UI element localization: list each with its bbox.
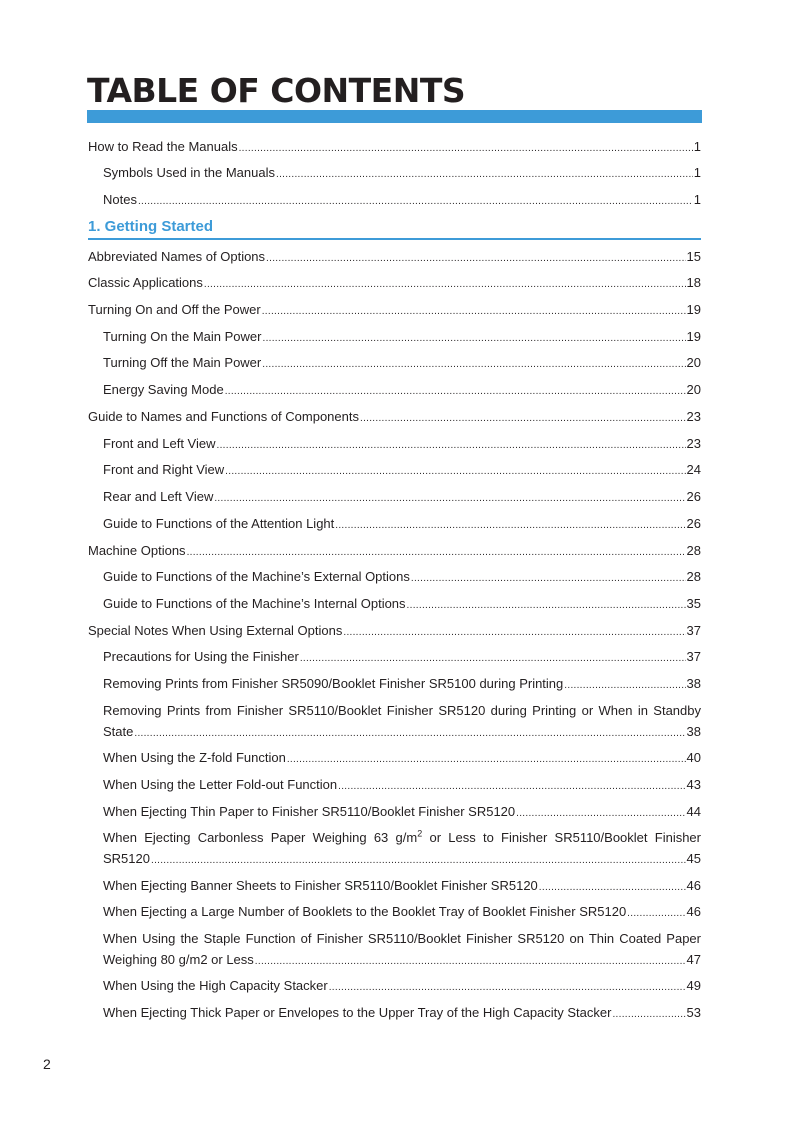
toc-entry[interactable] xyxy=(103,976,701,998)
toc-entry-page: 1 xyxy=(693,192,701,207)
toc-entry[interactable] xyxy=(103,434,701,456)
chapter-rule xyxy=(88,238,701,240)
toc-leader xyxy=(262,327,685,349)
toc-entry-page: 35 xyxy=(686,596,701,611)
toc-entry[interactable] xyxy=(88,273,701,295)
toc-entry-text: Guide to Functions of the Machine’s Internal Options xyxy=(103,596,406,611)
toc-leader xyxy=(539,876,686,898)
toc-leader xyxy=(204,273,686,295)
toc-entry-text: Notes xyxy=(103,192,137,207)
toc-leader xyxy=(239,137,693,159)
toc-entry[interactable] xyxy=(88,247,701,269)
toc-entry[interactable] xyxy=(103,327,701,349)
toc-entry[interactable] xyxy=(103,1003,701,1025)
toc-leader xyxy=(411,567,686,589)
toc-entry-text: Front and Left View xyxy=(103,436,216,451)
toc-entry-text: Turning Off the Main Power xyxy=(103,355,262,370)
toc-entry-text: When Using the Z-fold Function xyxy=(103,750,286,765)
toc-entry-text: When Ejecting Carbonless Paper Weighing 63 $g/m^2$ or Less to Finisher SR5110/Booklet Finisher xyxy=(103,828,701,845)
toc-entry-page: 38 xyxy=(686,723,701,739)
toc-leader xyxy=(564,674,685,696)
toc-entry-page: 46 xyxy=(686,878,701,893)
toc-entry-text: Rear and Left View xyxy=(103,489,214,504)
toc-entry-text: Guide to Functions of the Machine’s External Options xyxy=(103,569,410,584)
toc-entry-page: 1 xyxy=(693,165,701,180)
toc-entry-page: 37 xyxy=(686,649,701,664)
toc-entry-text: When Using the Letter Fold-out Function xyxy=(103,777,338,792)
toc-leader xyxy=(187,541,686,563)
toc-entry-text: Removing Prints from Finisher SR5110/Booklet Finisher SR5120 during Printing or When in Standby xyxy=(103,703,701,718)
toc-entry-text: Turning On and Off the Power xyxy=(88,302,261,317)
toc-entry[interactable] xyxy=(103,460,701,482)
toc-entry-page: 26 xyxy=(686,489,701,504)
toc-entry-page: 20 xyxy=(686,355,701,370)
toc-entry-text: Removing Prints from Finisher SR5090/Booklet Finisher SR5100 during Printing xyxy=(103,676,564,691)
toc-entry-text: When Ejecting Thin Paper to Finisher SR5110/Booklet Finisher SR5120 xyxy=(103,804,516,819)
toc-entry-page: 26 xyxy=(686,516,701,531)
toc-entry-text: Energy Saving Mode xyxy=(103,382,224,397)
toc-entry-text: How to Read the Manuals xyxy=(88,139,238,154)
toc-leader xyxy=(335,514,685,536)
toc-entry-page: 49 xyxy=(686,978,701,993)
toc-entry[interactable] xyxy=(88,300,701,322)
toc-entry[interactable] xyxy=(103,487,701,509)
toc-entry-page: 38 xyxy=(686,676,701,691)
toc-entry[interactable] xyxy=(103,802,701,824)
toc-entry-text: Guide to Names and Functions of Components xyxy=(88,409,359,424)
toc-leader xyxy=(262,300,686,322)
toc-entry-text-continued: State xyxy=(103,723,134,739)
toc-entry-page: 47 xyxy=(686,951,701,967)
toc-entry[interactable] xyxy=(103,902,701,924)
toc-leader xyxy=(225,380,686,402)
toc-leader xyxy=(300,647,686,669)
toc-entry-text: When Using the Staple Function of Finisher SR5110/Booklet Finisher SR5120 on Thin Coated Paper xyxy=(103,931,701,946)
toc-entry[interactable] xyxy=(103,775,701,797)
toc-entry-page: 1 xyxy=(693,139,701,154)
toc-leader xyxy=(255,950,686,973)
toc-entry-text: Symbols Used in the Manuals xyxy=(103,165,275,180)
toc-entry-multiline[interactable] xyxy=(103,701,701,744)
title-bar xyxy=(87,110,702,123)
toc-leader xyxy=(276,163,693,185)
toc-entry-text-continued: SR5120 xyxy=(103,850,150,866)
toc-entry-page: 24 xyxy=(686,462,701,477)
toc-entry-text: Guide to Functions of the Attention Light xyxy=(103,516,335,531)
toc-entry-text: When Ejecting a Large Number of Booklets to the Booklet Tray of Booklet Finisher SR5120 xyxy=(103,904,627,919)
toc-entry-page: 20 xyxy=(686,382,701,397)
toc-entry[interactable] xyxy=(88,137,701,159)
toc-entry-page: 15 xyxy=(686,249,701,264)
toc-entry[interactable] xyxy=(103,514,701,536)
toc-entry[interactable] xyxy=(103,876,701,898)
toc-leader xyxy=(262,353,685,375)
toc-entry-page: 28 xyxy=(686,569,701,584)
toc-leader xyxy=(287,748,686,770)
toc-leader xyxy=(134,722,685,745)
toc-entry[interactable] xyxy=(103,190,701,212)
toc-leader xyxy=(214,487,685,509)
toc-leader xyxy=(407,594,686,616)
toc-entry[interactable] xyxy=(103,353,701,375)
toc-entry-text: Precautions for Using the Finisher xyxy=(103,649,299,664)
toc-entry-page: 19 xyxy=(686,302,701,317)
toc-entry-page: 53 xyxy=(686,1005,701,1020)
toc-entry[interactable] xyxy=(103,567,701,589)
toc-entry-page: 37 xyxy=(686,623,701,638)
toc-entry[interactable] xyxy=(88,407,701,429)
toc-entry-text: Turning On the Main Power xyxy=(103,329,262,344)
toc-leader xyxy=(360,407,686,429)
toc-entry-multiline[interactable] xyxy=(103,828,701,871)
toc-entry-text: Classic Applications xyxy=(88,275,203,290)
toc-entry-page: 46 xyxy=(686,904,701,919)
toc-entry-page: 23 xyxy=(686,409,701,424)
toc-entry[interactable] xyxy=(88,621,701,643)
toc-entry-page: 45 xyxy=(686,850,701,866)
page-title: TABLE OF CONTENTS xyxy=(87,71,466,110)
toc-entry-page: 44 xyxy=(686,804,701,819)
toc-leader xyxy=(343,621,685,643)
toc-entry-page: 19 xyxy=(686,329,701,344)
toc-entry-text: Special Notes When Using External Options xyxy=(88,623,343,638)
toc-entry-text: When Using the High Capacity Stacker xyxy=(103,978,328,993)
toc-entry-text: Machine Options xyxy=(88,543,186,558)
toc-entry-text: When Ejecting Banner Sheets to Finisher SR5110/Booklet Finisher SR5120 xyxy=(103,878,538,893)
toc-entry-page: 40 xyxy=(686,750,701,765)
toc-entry[interactable] xyxy=(103,647,701,669)
toc-entry-text: When Ejecting Thick Paper or Envelopes to the Upper Tray of the High Capacity Stacker xyxy=(103,1005,612,1020)
toc-entry[interactable] xyxy=(88,541,701,563)
toc-leader xyxy=(138,190,693,212)
toc-entry[interactable] xyxy=(103,163,701,185)
page-number: 2 xyxy=(43,1056,51,1072)
toc-entry[interactable] xyxy=(103,674,701,696)
toc-leader xyxy=(612,1003,685,1025)
toc-leader xyxy=(266,247,685,269)
toc-leader xyxy=(627,902,685,924)
toc-leader xyxy=(338,775,685,797)
toc-leader xyxy=(151,849,686,872)
toc-leader xyxy=(225,460,685,482)
chapter-heading[interactable]: 1. Getting Started xyxy=(88,218,214,235)
toc-leader xyxy=(329,976,686,998)
toc-leader xyxy=(516,802,685,824)
toc-entry-text: Abbreviated Names of Options xyxy=(88,249,266,264)
toc-entry-text: Front and Right View xyxy=(103,462,225,477)
toc-leader xyxy=(217,434,686,456)
toc-entry-multiline[interactable] xyxy=(103,929,701,972)
toc-entry-page: 23 xyxy=(686,436,701,451)
toc-entry[interactable] xyxy=(103,594,701,616)
toc-entry[interactable] xyxy=(103,380,701,402)
toc-entry-page: 18 xyxy=(686,275,701,290)
toc-entry-page: 43 xyxy=(686,777,701,792)
toc-entry-text-continued: Weighing 80 g/m2 or Less xyxy=(103,951,254,967)
toc-entry[interactable] xyxy=(103,748,701,770)
toc-entry-page: 28 xyxy=(686,543,701,558)
